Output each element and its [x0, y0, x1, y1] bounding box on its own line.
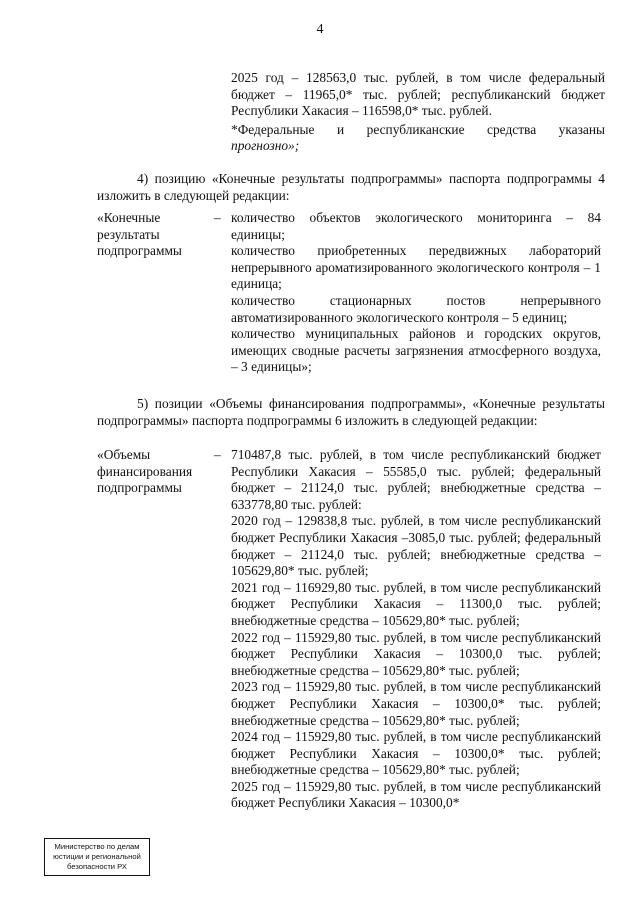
item5-values	[231, 447, 601, 812]
item5-row	[97, 447, 605, 847]
top-funding-block	[231, 70, 605, 155]
ministry-stamp	[44, 838, 150, 876]
footnote-prognosis: прогнозно»;	[231, 138, 300, 154]
item4-dash: –	[214, 210, 221, 225]
item5-year-2020: 2020 год – 129838,8 тыс. рублей, в том числе республиканский бюджет Республики Хакасия –3085,0 тыс. рублей; федеральный бюджет – 21124,0 тыс. рублей; внебюджетные средства – 105629,80* тыс. рублей;	[231, 513, 601, 579]
item5-label: «Объемы финансирования подпрограммы	[97, 447, 193, 496]
item5-year-2023: 2023 год – 115929,80 тыс. рублей, в том числе республиканский бюджет Республики Хакасия – 10300,0* тыс. рублей; внебюджетные средства – 105629,80* тыс. рублей;	[231, 679, 601, 728]
funding-2025-paragraph: 2025 год – 128563,0 тыс. рублей, в том числе федеральный бюджет – 11965,0* тыс. рублей; республиканский бюджет Республики Хакасия – 116598,0* тыс. рублей.	[231, 70, 605, 119]
item4-value-4: количество муниципальных районов и городских округов, имеющих сводные расчеты загрязнения атмосферного воздуха, – 3 единицы»;	[231, 326, 601, 375]
item5-year-2024: 2024 год – 115929,80 тыс. рублей, в том числе республиканский бюджет Республики Хакасия – 10300,0* тыс. рублей; внебюджетные средства – 105629,80* тыс. рублей;	[231, 729, 601, 778]
item4-label: «Конечные результаты подпрограммы	[97, 210, 182, 259]
item5-intro-block	[97, 396, 605, 429]
item5-year-2022: 2022 год – 115929,80 тыс. рублей, в том числе республиканский бюджет Республики Хакасия – 10300,0 тыс. рублей; внебюджетные средства – 105629,80* тыс. рублей;	[231, 629, 601, 678]
item4-intro-block	[97, 171, 605, 204]
item5-dash: –	[214, 447, 221, 462]
item4-intro: 4) позицию «Конечные результаты подпрограммы» паспорта подпрограммы 4 изложить в следующей редакции:	[97, 171, 605, 203]
stamp-line-1: Министерство по делам	[54, 842, 140, 851]
item5-year-2025: 2025 год – 115929,80 тыс. рублей, в том числе республиканский бюджет Республики Хакасия – 10300,0*	[231, 778, 601, 811]
stamp-line-2: юстиции и региональной	[53, 852, 141, 861]
stamp-line-3: безопасности РХ	[67, 862, 127, 871]
item4-row	[97, 210, 605, 375]
page-number: 4	[316, 22, 324, 37]
item4-value-3: количество стационарных постов непрерывного автоматизированного экологического контроля – 5 единиц;	[231, 292, 601, 325]
item4-values	[231, 210, 601, 376]
item4-value-2: количество приобретенных передвижных лабораторий непрерывного ароматизированного экологического контроля – 1 единица;	[231, 243, 601, 292]
footnote-line: *Федеральные и республиканские средства указаны	[231, 121, 605, 137]
item5-year-2021: 2021 год – 116929,80 тыс. рублей, в том числе республиканский бюджет Республики Хакасия – 11300,0 тыс. рублей; внебюджетные средства – 105629,80* тыс. рублей;	[231, 579, 601, 628]
item5-total: 710487,8 тыс. рублей, в том числе республиканский бюджет Республики Хакасия – 55585,0 тыс. рублей; федеральный бюджет – 21124,0 тыс. рублей; внебюджетные средства – 633778,80 тыс. рублей:	[231, 447, 601, 512]
item4-value-1: количество объектов экологического мониторинга – 84 единицы;	[231, 210, 601, 242]
item5-intro: 5) позиции «Объемы финансирования подпрограммы», «Конечные результаты подпрограммы» паспорта подпрограммы 6 изложить в следующей редакции:	[97, 396, 605, 428]
